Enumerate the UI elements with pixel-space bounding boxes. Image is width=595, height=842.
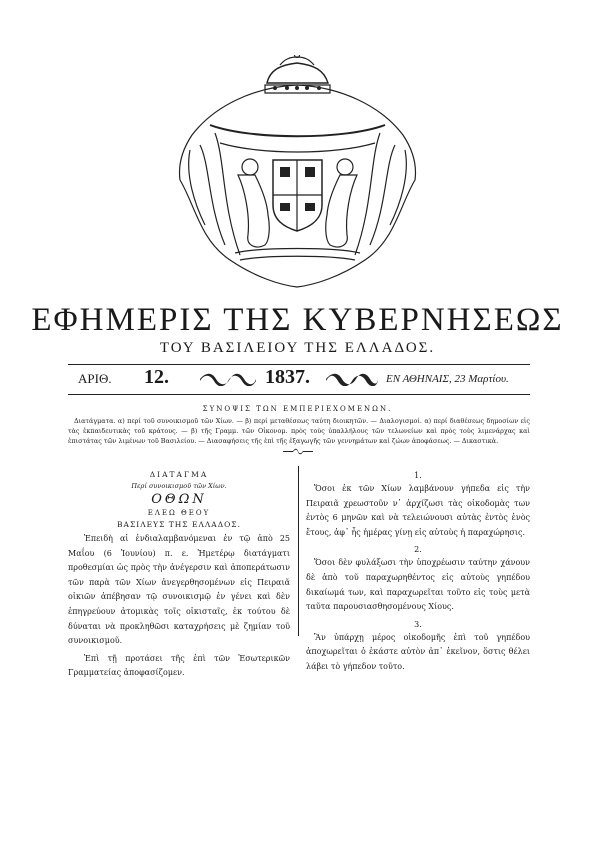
decree-grace-formula: ΕΛΕΩ ΘΕΟΥ <box>147 509 211 517</box>
article-number: 3. <box>414 619 422 629</box>
column-divider <box>298 466 299 636</box>
ornament-left-icon <box>198 372 258 386</box>
royal-coat-of-arms-emblem <box>170 55 425 290</box>
article-text: Ὅσοι ἐκ τῶν Χίων λαμβάνουν γήπεδα εἰς τὴν Πειραιᾶ χρεωστοῦν ν᾽ ἀρχίζωσι τὰς οἰκοδομὰς των ἐντὸς 6 μηνῶν καὶ νὰ τελειώνουσι αὐτὰς ἐντὸς ἑνὸς ἔτους, ἀφ᾽ ἧς ἡμέρας γίνῃ εἰς αὐτοὺς ἡ παραχώρησις. <box>306 484 530 537</box>
decree-right-column <box>306 470 530 679</box>
article-text: Ὅσοι δὲν φυλάξωσι τὴν ὑποχρέωσιν ταύτην χάνουν δὲ ἀπὸ τοῦ παραχωρηθέντος εἰς αὐτοὺς γηπέδου δικαίωμά των, καὶ παραχωρεῖται τοῦτο εἰς τοὺς μετὰ ταῦτα παρουσιασθησομένους Χίους. <box>306 558 530 612</box>
decree-preamble-paragraph: Ἐπειδὴ αἱ ἐνδιαλαμβανόμεναι ἐν τῷ ἀπὸ 25 Μαΐου (6 Ἰουνίου) π. ε. Ἡμετέρῳ διατάγματι προθεσμίαι ὡς πρὸς τὴν ἀνέγερσιν καὶ ἀποπεράτωσιν τῶν παρὰ τῶν Χίων ἀνεγερθησομένων εἰς Πειραιᾶ οἰκιῶν ἀπέβησαν τῷ συνοικισμῷ ἐν γένει καὶ δὲν ἐπηγρεύουν ἀτομικὰς τοῖς οἰκισταῖς, ἐκ τούτου δὲ δύναται νὰ προκληθῶσι καταχρήσεις μὲ ζημίαν τοῦ συνοικισμοῦ. <box>68 534 290 646</box>
article-text: Ἂν ὑπάρχῃ μέρος οἰκοδομῆς ἐπὶ τοῦ γηπέδου ἀποχωρεῖται ὁ ἐκάστε αὐτὸν ἀπ᾽ ἐκεῖνον, ὅστις θέλει λάβει τὸ γήπεδον τοῦτο. <box>306 632 530 671</box>
article-number: 2. <box>414 545 422 555</box>
article-number: 1. <box>414 471 422 480</box>
issue-line <box>68 366 528 392</box>
issue-number: 12. <box>144 366 169 388</box>
decree-resolution-paragraph: Ἐπὶ τῇ προτάσει τῆς ἐπὶ τῶν Ἐσωτερικῶν Γραμματείας ἀποφασίζομεν. <box>68 653 290 678</box>
divider-flourish-icon <box>283 447 313 455</box>
newspaper-title: ΕΦΗΜΕΡΙΣ ΤΗΣ ΚΥΒΕΡΝΗΣΕΩΣ <box>31 302 564 338</box>
contents-summary: Διατάγματα. α) περί τοῦ συνοικισμοῦ τῶν Χίων. — β) περί μεταθέσεως ταύτη διοικητῶν. — Διαλογισμοί. α) περί διαθέσεως δημοσίων εἰς τὰς ἐκπαιδευτικὰς τοῦ κράτους. — β) τῆς Γραμμ. τῶν Οἰκονομ. πρὸς τοὺς ὑπαλλήλους τῶν τελωνείων καὶ πρὸς τοὺς λιμενάρχας καὶ ἐπιστάτας τῶν λιμένων τοῦ Βασιλείου. — Διασαφήσεις τῆς ἐπὶ τῆς ἐξαγωγῆς τῶν γεννημάτων καὶ ζώων ἀποφάσεως. — Δικαστικὰ. <box>68 417 530 445</box>
decree-left-column <box>68 470 290 681</box>
decree-heading: ΔΙΑΤΑΓΜΑ <box>149 470 209 479</box>
decree-subject: Περί συνοικισμοῦ τῶν Χίων. <box>131 482 227 490</box>
issue-year: 1837. <box>265 366 310 388</box>
decree-royal-title: ΒΑΣΙΛΕΥΣ ΤΗΣ ΕΛΛΑΔΟΣ. <box>117 520 241 529</box>
decree-king-name: ΟΘΩΝ <box>151 492 207 507</box>
newspaper-subtitle: ΤΟΥ ΒΑΣΙΛΕΙΟΥ ΤΗΣ ΕΛΛΑΔΟΣ. <box>159 340 436 356</box>
contents-heading: ΣΥΝΟΨΙΣ ΤΩΝ ΕΜΠΕΡΙΕΧΟΜΕΝΩΝ. <box>202 405 393 413</box>
issue-place-date: ΕΝ ΑΘΗΝΑΙΣ, 23 Μαρτίου. <box>386 373 509 385</box>
masthead-bottom-rule <box>68 394 530 395</box>
issue-number-label: ΑΡΙΘ. <box>78 371 112 386</box>
masthead-top-rule <box>68 364 530 365</box>
ornament-right-icon <box>324 372 380 386</box>
